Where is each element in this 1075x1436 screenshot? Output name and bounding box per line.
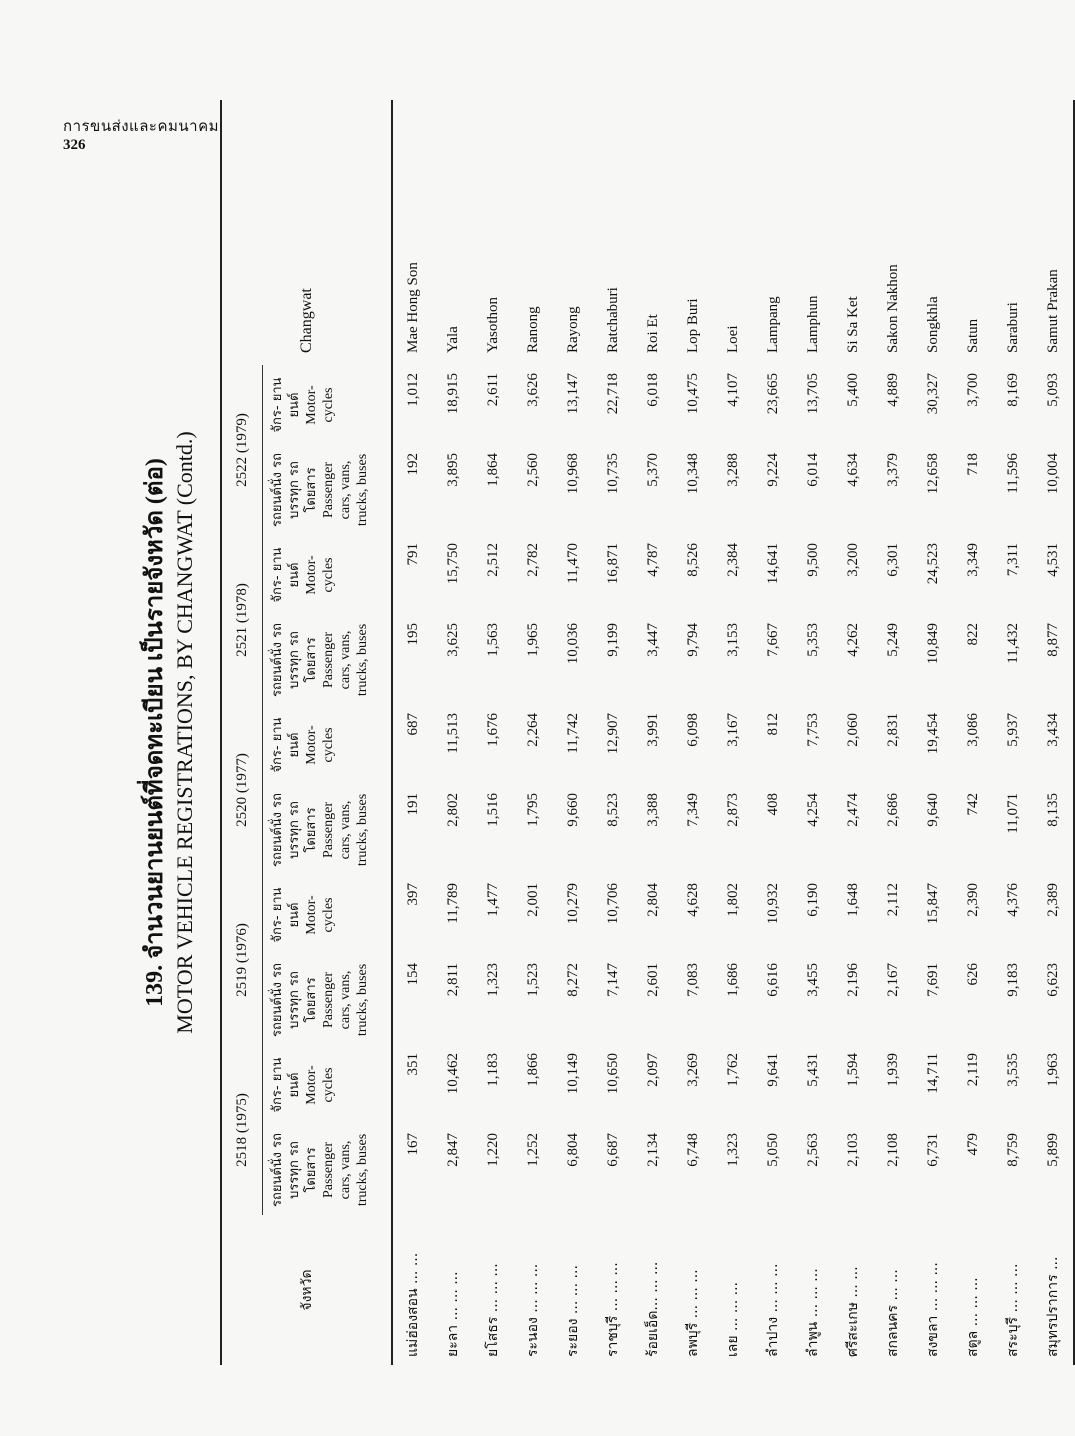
motorcycles-value: 10,475 [684,373,701,415]
motorcycles-value: 13,147 [564,373,581,415]
passenger-vehicles-value: 626 [964,963,981,986]
motorcycles-value: 397 [404,883,421,906]
passenger-vehicles-value: 1,795 [524,793,541,827]
passenger-vehicles-value: 10,968 [564,453,581,495]
changwat-name-thai: แม่ฮ่องสอน ... ... [405,1252,421,1357]
passenger-vehicles-value: 822 [964,623,981,646]
motorcycles-value: 14,711 [924,1053,941,1094]
passenger-vehicles-value: 2,167 [884,963,901,997]
motorcycles-value: 2,782 [524,543,541,577]
year-header: 2521 (1978) [221,535,263,705]
passenger-vehicles-value: 2,686 [884,793,901,827]
motorcycles-value: 3,349 [964,543,981,577]
passenger-vehicles-header-thai: รถยนต์นั่ง รถบรรทุก รถโดยสาร [270,622,319,698]
passenger-vehicles-value: 3,895 [444,453,461,487]
motorcycles-value: 351 [404,1053,421,1076]
motorcycles-value: 4,889 [884,373,901,407]
changwat-name-english: Lop Buri [684,298,701,353]
passenger-vehicles-value: 1,516 [484,793,501,827]
motorcycles-value: 1,594 [844,1053,861,1087]
motorcycles-value: 10,462 [444,1053,461,1095]
passenger-vehicles-value: 192 [404,453,421,476]
passenger-vehicles-value: 5,899 [1033,1125,1074,1215]
motorcycles-value: 11,789 [444,883,461,924]
changwat-name-english: Si Sa Ket [844,296,861,353]
motorcycles-header-thai: จักร- ยานยนต์ [270,547,302,603]
motorcycles-value: 2,831 [884,713,901,747]
passenger-vehicles-value: 10,348 [684,453,701,495]
passenger-vehicles-value: 5,370 [644,453,661,487]
passenger-vehicles-value: 3,625 [444,623,461,657]
motorcycles-value: 5,431 [804,1053,821,1087]
motorcycles-value: 2,264 [524,713,541,747]
motorcycles-header [263,875,393,955]
passenger-vehicles-header-thai: รถยนต์นั่ง รถบรรทุก รถโดยสาร [270,452,319,528]
passenger-vehicles-value: 154 [404,963,421,986]
passenger-vehicles-value: 2,873 [724,793,741,827]
passenger-vehicles-value: 6,731 [924,1133,941,1167]
motorcycles-value: 11,470 [564,543,581,584]
passenger-vehicles-header-english: Passenger cars, vans, trucks, buses [321,623,370,697]
motorcycles-value: 8,169 [1004,373,1021,407]
table-row [913,100,953,1365]
passenger-vehicles-value: 2,802 [444,793,461,827]
changwat-name-english: Lamphun [804,295,821,353]
passenger-vehicles-value: 6,687 [604,1133,621,1167]
changwat-name-thai: สระบุรี ... ... ... [1005,1263,1021,1357]
changwat-name-thai: ลำพูน ... ... ... [805,1268,821,1357]
motorcycles-value: 8,526 [684,543,701,577]
year-header: 2522 (1979) [221,365,263,535]
rotated-table-area [130,100,1061,1365]
motorcycles-value: 1,648 [844,883,861,917]
changwat-name-thai: สมุทรปราการ ... [1033,1215,1074,1365]
motorcycles-header-thai: จักร- ยานยนต์ [270,887,302,943]
table-row [753,100,793,1365]
motorcycles-value: 22,718 [604,373,621,415]
motorcycles-value: 5,093 [1033,365,1074,445]
motorcycles-value: 3,626 [524,373,541,407]
passenger-vehicles-value: 1,323 [484,963,501,997]
changwat-name-thai: ยโสธร ... ... ... [485,1263,501,1357]
changwat-name-english: Ranong [524,306,541,353]
motorcycles-header-thai: จักร- ยานยนต์ [270,377,302,433]
passenger-vehicles-value: 8,135 [1033,785,1074,875]
passenger-vehicles-value: 11,596 [1004,453,1021,494]
passenger-vehicles-value: 6,014 [804,453,821,487]
passenger-vehicles-value: 10,036 [564,623,581,665]
passenger-vehicles-value: 9,794 [684,623,701,657]
motorcycles-value: 11,513 [444,713,461,754]
motorcycles-value: 2,097 [644,1053,661,1087]
passenger-vehicles-value: 8,523 [604,793,621,827]
table-row [553,100,593,1365]
passenger-vehicles-value: 742 [964,793,981,816]
passenger-vehicles-value: 195 [404,623,421,646]
motorcycles-value: 1,939 [884,1053,901,1087]
table-row [473,100,513,1365]
passenger-vehicles-value: 2,563 [804,1133,821,1167]
changwat-name-english: Samut Prakan [1033,100,1074,365]
passenger-vehicles-value: 3,447 [644,623,661,657]
passenger-vehicles-value: 1,252 [524,1133,541,1167]
passenger-vehicles-header [263,615,393,705]
passenger-vehicles-value: 2,601 [644,963,661,997]
changwat-name-thai: ศรีสะเกษ ... ... [845,1266,861,1357]
changwat-name-english: Saraburi [1004,302,1021,353]
passenger-vehicles-value: 8,877 [1033,615,1074,705]
changwat-name-thai: สงขลา ... ... ... [925,1262,941,1357]
motorcycles-value: 10,279 [564,883,581,925]
motorcycles-value: 2,119 [964,1053,981,1087]
passenger-vehicles-header [263,955,393,1045]
page-number: 326 [63,137,86,153]
table-row [793,100,833,1365]
passenger-vehicles-header [263,1125,393,1215]
passenger-vehicles-value: 9,183 [1004,963,1021,997]
motorcycles-value: 16,871 [604,543,621,585]
passenger-vehicles-value: 1,686 [724,963,741,997]
changwat-name-thai: สกลนคร ... ... [885,1269,901,1357]
passenger-vehicles-value: 1,523 [524,963,541,997]
passenger-vehicles-value: 9,640 [924,793,941,827]
motorcycles-value: 1,183 [484,1053,501,1087]
changwat-name-thai: ระยอง ... ... ... [565,1265,581,1357]
passenger-vehicles-value: 3,379 [884,453,901,487]
passenger-vehicles-header [263,445,393,535]
passenger-vehicles-value: 7,691 [924,963,941,997]
year-header: 2518 (1975) [221,1045,263,1215]
motorcycles-value: 18,915 [444,373,461,415]
passenger-vehicles-value: 9,660 [564,793,581,827]
motorcycles-value: 1,676 [484,713,501,747]
passenger-vehicles-value: 7,667 [764,623,781,657]
passenger-vehicles-value: 7,349 [684,793,701,827]
table-row [713,100,753,1365]
changwat-name-thai: ยะลา ... ... ... [445,1271,461,1357]
year-header: 2520 (1977) [221,705,263,875]
motorcycles-value: 2,390 [964,883,981,917]
passenger-vehicles-value: 7,147 [604,963,621,997]
table-row [673,100,713,1365]
passenger-vehicles-header-thai: รถยนต์นั่ง รถบรรทุก รถโดยสาร [270,962,319,1038]
passenger-vehicles-value: 4,262 [844,623,861,657]
motorcycles-header-thai: จักร- ยานยนต์ [270,717,302,773]
changwat-name-english: Yala [444,326,461,353]
passenger-vehicles-value: 2,103 [844,1133,861,1167]
changwat-name-english: Satun [964,318,981,353]
passenger-vehicles-header-thai: รถยนต์นั่ง รถบรรทุก รถโดยสาร [270,1132,319,1208]
motorcycles-value: 1,802 [724,883,741,917]
changwat-name-thai: ลพบุรี ... ... ... [685,1269,701,1357]
motorcycles-value: 3,200 [844,543,861,577]
motorcycles-value: 812 [764,713,781,736]
motorcycles-value: 10,932 [764,883,781,925]
vehicle-registrations-table [220,100,1075,1365]
passenger-vehicles-value: 1,563 [484,623,501,657]
passenger-vehicles-value: 5,249 [884,623,901,657]
changwat-name-thai: เลย ... ... ... [725,1282,741,1357]
motorcycles-value: 2,001 [524,883,541,917]
motorcycles-value: 3,700 [964,373,981,407]
changwat-name-english: Yasothon [484,297,501,353]
motorcycles-value: 23,665 [764,373,781,415]
motorcycles-value: 14,641 [764,543,781,585]
passenger-vehicles-header-english: Passenger cars, vans, trucks, buses [321,453,370,527]
motorcycles-value: 9,641 [764,1053,781,1087]
motorcycles-value: 10,706 [604,883,621,925]
motorcycles-value: 1,762 [724,1053,741,1087]
table-row [953,100,993,1365]
motorcycles-value: 6,301 [884,543,901,577]
motorcycles-value: 6,018 [644,373,661,407]
passenger-vehicles-value: 5,050 [764,1133,781,1167]
motorcycles-value: 15,750 [444,543,461,585]
motorcycles-value: 2,060 [844,713,861,747]
motorcycles-value: 791 [404,543,421,566]
motorcycles-value: 7,753 [804,713,821,747]
motorcycles-value: 1,866 [524,1053,541,1087]
motorcycles-value: 30,327 [924,373,941,415]
changwat-name-thai: ราชบุรี ... ... ... [605,1262,621,1357]
table-title-english: MOTOR VEHICLE REGISTRATIONS, BY CHANGWAT (Contd.) [172,431,197,1034]
passenger-vehicles-value: 3,455 [804,963,821,997]
table-row [873,100,913,1365]
passenger-vehicles-value: 8,272 [564,963,581,997]
motorcycles-value: 19,454 [924,713,941,755]
passenger-vehicles-value: 1,965 [524,623,541,657]
table-row [833,100,873,1365]
motorcycles-value: 2,389 [1033,875,1074,955]
motorcycles-value: 12,907 [604,713,621,755]
passenger-vehicles-value: 9,199 [604,623,621,657]
motorcycles-value: 13,705 [804,373,821,415]
passenger-vehicles-value: 718 [964,453,981,476]
motorcycles-value: 4,107 [724,373,741,407]
row-header-thai: จังหวัด [221,1215,392,1365]
passenger-vehicles-header [263,785,393,875]
motorcycles-header [263,1045,393,1125]
motorcycles-value: 24,523 [924,543,941,585]
motorcycles-header-english: Motor- cycles [304,725,336,765]
passenger-vehicles-value: 2,811 [444,963,461,997]
motorcycles-value: 4,628 [684,883,701,917]
passenger-vehicles-value: 11,432 [1004,623,1021,664]
passenger-vehicles-value: 479 [964,1133,981,1156]
passenger-vehicles-value: 2,108 [884,1133,901,1167]
passenger-vehicles-value: 191 [404,793,421,816]
passenger-vehicles-header-english: Passenger cars, vans, trucks, buses [321,963,370,1037]
passenger-vehicles-value: 3,153 [724,623,741,657]
motorcycles-value: 4,531 [1033,535,1074,615]
table-row [433,100,473,1365]
motorcycles-value: 2,384 [724,543,741,577]
table-row [593,100,633,1365]
passenger-vehicles-value: 2,196 [844,963,861,997]
passenger-vehicles-value: 8,759 [1004,1133,1021,1167]
row-header-english: Changwat [221,100,392,365]
motorcycles-header-english: Motor- cycles [304,1065,336,1105]
passenger-vehicles-value: 2,847 [444,1133,461,1167]
motorcycles-value: 3,269 [684,1053,701,1087]
motorcycles-header [263,365,393,445]
changwat-name-english: Roi Et [644,314,661,353]
passenger-vehicles-header-english: Passenger cars, vans, trucks, buses [321,793,370,867]
table-row [633,100,673,1365]
passenger-vehicles-value: 6,616 [764,963,781,997]
passenger-vehicles-value: 3,388 [644,793,661,827]
changwat-name-english: Lampang [764,296,781,353]
motorcycles-value: 687 [404,713,421,736]
section-title: การขนส่งและคมนาคม [63,119,219,135]
changwat-name-thai: สตูล ... ... ... [965,1277,981,1357]
motorcycles-value: 1,477 [484,883,501,917]
passenger-vehicles-value: 1,323 [724,1133,741,1167]
passenger-vehicles-value: 2,474 [844,793,861,827]
table-title-thai: 139. จำนวนยานยนต์ที่จดทะเบียน เป็นรายจังหวัด (ต่อ) [142,458,168,1007]
changwat-name-thai: ร้อยเอ็ด... ... ... [645,1261,661,1357]
motorcycles-header-english: Motor- cycles [304,895,336,935]
motorcycles-header-thai: จักร- ยานยนต์ [270,1057,302,1113]
motorcycles-value: 2,512 [484,543,501,577]
passenger-vehicles-value: 2,134 [644,1133,661,1167]
table-row [392,100,433,1365]
motorcycles-value: 11,742 [564,713,581,754]
motorcycles-value: 6,190 [804,883,821,917]
motorcycles-value: 7,311 [1004,543,1021,577]
passenger-vehicles-value: 6,748 [684,1133,701,1167]
changwat-name-thai: ลำปาง ... ... ... [765,1263,781,1357]
passenger-vehicles-value: 6,623 [1033,955,1074,1045]
motorcycles-value: 6,098 [684,713,701,747]
motorcycles-value: 3,167 [724,713,741,747]
passenger-vehicles-header-thai: รถยนต์นั่ง รถบรรทุก รถโดยสาร [270,792,319,868]
motorcycles-value: 2,804 [644,883,661,917]
motorcycles-value: 2,611 [484,373,501,407]
motorcycles-header [263,705,393,785]
table-row [993,100,1033,1365]
motorcycles-value: 1,012 [404,373,421,407]
passenger-vehicles-value: 3,288 [724,453,741,487]
motorcycles-value: 5,400 [844,373,861,407]
motorcycles-header [263,535,393,615]
passenger-vehicles-value: 9,224 [764,453,781,487]
passenger-vehicles-value: 11,071 [1004,793,1021,834]
changwat-name-english: Rayong [564,306,581,353]
changwat-name-english: Ratchaburi [604,287,621,353]
passenger-vehicles-value: 10,849 [924,623,941,665]
motorcycles-value: 9,500 [804,543,821,577]
passenger-vehicles-value: 1,220 [484,1133,501,1167]
motorcycles-value: 5,937 [1004,713,1021,747]
changwat-name-thai: ระนอง ... ... ... [525,1263,541,1357]
passenger-vehicles-value: 5,353 [804,623,821,657]
motorcycles-header-english: Motor- cycles [304,385,336,425]
passenger-vehicles-value: 10,004 [1033,445,1074,535]
motorcycles-value: 4,376 [1004,883,1021,917]
passenger-vehicles-value: 4,634 [844,453,861,487]
table-body [392,100,1074,1365]
changwat-name-english: Songkhla [924,296,941,353]
passenger-vehicles-value: 10,735 [604,453,621,495]
passenger-vehicles-value: 2,560 [524,453,541,487]
passenger-vehicles-value: 4,254 [804,793,821,827]
motorcycles-value: 4,787 [644,543,661,577]
motorcycles-value: 15,847 [924,883,941,925]
changwat-name-english: Mae Hong Son [404,262,421,353]
passenger-vehicles-value: 167 [404,1133,421,1156]
motorcycles-value: 10,149 [564,1053,581,1095]
motorcycles-value: 3,991 [644,713,661,747]
table-row [513,100,553,1365]
year-header: 2519 (1976) [221,875,263,1045]
motorcycles-header-english: Motor- cycles [304,555,336,595]
passenger-vehicles-value: 1,864 [484,453,501,487]
motorcycles-value: 2,112 [884,883,901,917]
passenger-vehicles-value: 7,083 [684,963,701,997]
passenger-vehicles-value: 6,804 [564,1133,581,1167]
motorcycles-value: 3,086 [964,713,981,747]
table-row [1033,100,1074,1365]
motorcycles-value: 3,434 [1033,705,1074,785]
passenger-vehicles-value: 408 [764,793,781,816]
motorcycles-value: 1,963 [1033,1045,1074,1125]
passenger-vehicles-value: 12,658 [924,453,941,495]
motorcycles-value: 10,650 [604,1053,621,1095]
motorcycles-value: 3,535 [1004,1053,1021,1087]
passenger-vehicles-header-english: Passenger cars, vans, trucks, buses [321,1133,370,1207]
changwat-name-english: Loei [724,325,741,353]
changwat-name-english: Sakon Nakhon [884,264,901,353]
